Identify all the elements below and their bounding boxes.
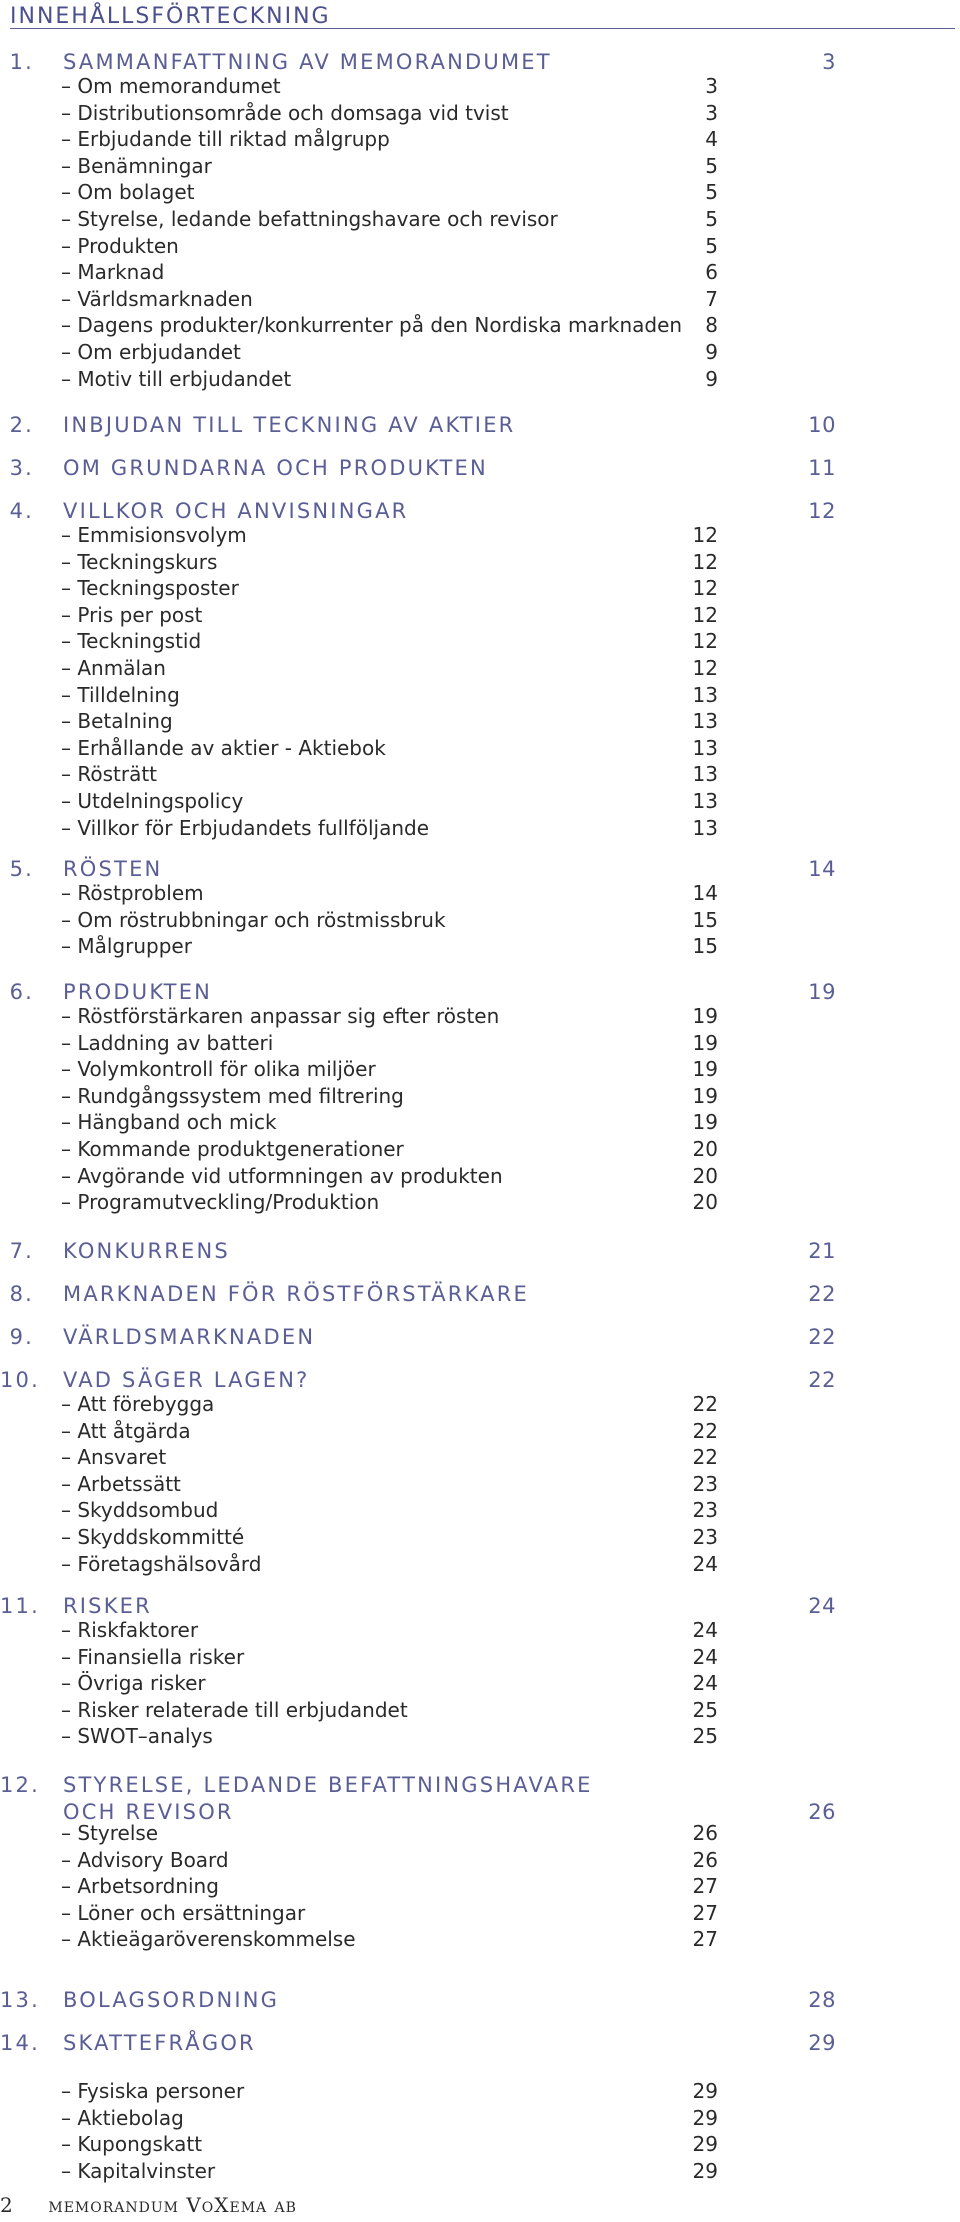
section-page-number: 3 bbox=[822, 50, 836, 74]
toc-item-label: – Kupongskatt bbox=[61, 2132, 203, 2156]
toc-item-label: – Avgörande vid utformningen av produkten bbox=[61, 1164, 503, 1188]
toc-item-label: – Finansiella risker bbox=[61, 1645, 245, 1669]
toc-item-page: 8 bbox=[705, 313, 718, 337]
toc-item-page: 24 bbox=[692, 1645, 718, 1669]
toc-item-page: 23 bbox=[692, 1472, 718, 1496]
section-number: 1. bbox=[9, 50, 34, 74]
toc-item-page: 13 bbox=[692, 762, 718, 786]
toc-item-label: – Världsmarknaden bbox=[61, 287, 253, 311]
toc-item-page: 12 bbox=[692, 576, 718, 600]
toc-item-label: – Arbetssätt bbox=[61, 1472, 181, 1496]
toc-item-page: 22 bbox=[692, 1445, 718, 1469]
toc-item-label: – Volymkontroll för olika miljöer bbox=[61, 1057, 376, 1081]
toc-item-label: – Ansvaret bbox=[61, 1445, 167, 1469]
toc-item-page: 15 bbox=[692, 934, 718, 958]
toc-item-page: 29 bbox=[692, 2079, 718, 2103]
section-title: INBJUDAN TILL TECKNING AV AKTIER bbox=[63, 413, 516, 437]
toc-item-label: – Att förebygga bbox=[61, 1392, 215, 1416]
toc-item-label: – Styrelse, ledande befattningshavare och revisor bbox=[61, 207, 558, 231]
toc-item-page: 25 bbox=[692, 1724, 718, 1748]
section-page-number: 29 bbox=[808, 2031, 836, 2055]
section-page-number: 19 bbox=[808, 980, 836, 1004]
section-page-number: 28 bbox=[808, 1988, 836, 2012]
toc-item-page: 24 bbox=[692, 1552, 718, 1576]
section-title: SAMMANFATTNING AV MEMORANDUMET bbox=[63, 50, 552, 74]
toc-item-page: 13 bbox=[692, 816, 718, 840]
toc-item-label: – Laddning av batteri bbox=[61, 1031, 274, 1055]
toc-item-page: 25 bbox=[692, 1698, 718, 1722]
toc-item-page: 13 bbox=[692, 709, 718, 733]
toc-item-page: 26 bbox=[692, 1821, 718, 1845]
footer-text: memorandum VoXema ab bbox=[48, 2193, 297, 2217]
section-page-number: 24 bbox=[808, 1594, 836, 1618]
toc-item-page: 27 bbox=[692, 1927, 718, 1951]
section-page-number: 10 bbox=[808, 413, 836, 437]
toc-item-label: – Anmälan bbox=[61, 656, 166, 680]
section-title: PRODUKTEN bbox=[63, 980, 213, 1004]
toc-item-page: 12 bbox=[692, 550, 718, 574]
section-number: 9. bbox=[9, 1325, 34, 1349]
toc-item-label: – Utdelningspolicy bbox=[61, 789, 244, 813]
toc-item-label: – Advisory Board bbox=[61, 1848, 229, 1872]
toc-item-label: – Erhållande av aktier - Aktiebok bbox=[61, 736, 386, 760]
toc-item-page: 4 bbox=[705, 127, 718, 151]
section-title: VÄRLDSMARKNADEN bbox=[63, 1325, 316, 1349]
toc-item-page: 7 bbox=[705, 287, 718, 311]
toc-item-page: 27 bbox=[692, 1874, 718, 1898]
toc-item-label: – Kommande produktgenerationer bbox=[61, 1137, 404, 1161]
toc-item-label: – Teckningskurs bbox=[61, 550, 218, 574]
toc-item-page: 19 bbox=[692, 1057, 718, 1081]
section-page-number: 11 bbox=[808, 456, 836, 480]
section-title: VAD SÄGER LAGEN? bbox=[63, 1368, 310, 1392]
toc-item-page: 29 bbox=[692, 2106, 718, 2130]
section-title: MARKNADEN FÖR RÖSTFÖRSTÄRKARE bbox=[63, 1282, 530, 1306]
toc-item-label: – Betalning bbox=[61, 709, 173, 733]
section-page-number: 14 bbox=[808, 857, 836, 881]
toc-item-label: – Företagshälsovård bbox=[61, 1552, 262, 1576]
toc-item-page: 13 bbox=[692, 789, 718, 813]
section-number: 10. bbox=[0, 1368, 40, 1392]
toc-item-label: – SWOT–analys bbox=[61, 1724, 213, 1748]
toc-item-page: 15 bbox=[692, 908, 718, 932]
toc-item-label: – Hängband och mick bbox=[61, 1110, 277, 1134]
toc-item-page: 23 bbox=[692, 1498, 718, 1522]
section-page-number: 22 bbox=[808, 1325, 836, 1349]
section-number: 4. bbox=[9, 499, 34, 523]
toc-item-label: – Målgrupper bbox=[61, 934, 192, 958]
page-title: INNEHÅLLSFÖRTECKNING bbox=[10, 4, 331, 29]
section-title: RISKER bbox=[63, 1594, 152, 1618]
toc-item-label: – Skyddskommitté bbox=[61, 1525, 245, 1549]
toc-item-page: 5 bbox=[705, 180, 718, 204]
toc-item-label: – Pris per post bbox=[61, 603, 203, 627]
toc-item-page: 20 bbox=[692, 1164, 718, 1188]
toc-item-page: 5 bbox=[705, 234, 718, 258]
toc-item-page: 9 bbox=[705, 340, 718, 364]
toc-item-label: – Löner och ersättningar bbox=[61, 1901, 306, 1925]
toc-item-page: 12 bbox=[692, 629, 718, 653]
toc-item-label: – Övriga risker bbox=[61, 1671, 206, 1695]
toc-item-label: – Aktiebolag bbox=[61, 2106, 184, 2130]
toc-item-page: 29 bbox=[692, 2132, 718, 2156]
section-title: OM GRUNDARNA OCH PRODUKTEN bbox=[63, 456, 488, 480]
toc-item-label: – Villkor för Erbjudandets fullföljande bbox=[61, 816, 429, 840]
toc-item-page: 19 bbox=[692, 1004, 718, 1028]
toc-item-page: 12 bbox=[692, 656, 718, 680]
toc-item-label: – Om bolaget bbox=[61, 180, 195, 204]
toc-item-label: – Arbetsordning bbox=[61, 1874, 219, 1898]
section-page-number: 21 bbox=[808, 1239, 836, 1263]
toc-item-page: 29 bbox=[692, 2159, 718, 2183]
toc-item-label: – Att åtgärda bbox=[61, 1419, 191, 1443]
section-number: 13. bbox=[0, 1988, 40, 2012]
toc-item-label: – Distributionsområde och domsaga vid tvist bbox=[61, 101, 509, 125]
section-title: SKATTEFRÅGOR bbox=[63, 2031, 256, 2055]
toc-item-label: – Skyddsombud bbox=[61, 1498, 219, 1522]
section-page-number: 26 bbox=[808, 1800, 836, 1824]
toc-item-label: – Produkten bbox=[61, 234, 179, 258]
toc-item-page: 13 bbox=[692, 736, 718, 760]
footer-page-number: 2 bbox=[0, 2193, 13, 2217]
section-number: 5. bbox=[9, 857, 34, 881]
toc-item-label: – Erbjudande till riktad målgrupp bbox=[61, 127, 390, 151]
section-number: 2. bbox=[9, 413, 34, 437]
toc-item-page: 19 bbox=[692, 1084, 718, 1108]
toc-item-page: 19 bbox=[692, 1031, 718, 1055]
toc-item-page: 5 bbox=[705, 207, 718, 231]
toc-item-page: 24 bbox=[692, 1618, 718, 1642]
toc-item-page: 12 bbox=[692, 523, 718, 547]
toc-item-label: – Om erbjudandet bbox=[61, 340, 241, 364]
toc-item-page: 12 bbox=[692, 603, 718, 627]
toc-item-label: – Marknad bbox=[61, 260, 165, 284]
toc-item-label: – Teckningsposter bbox=[61, 576, 239, 600]
toc-item-page: 9 bbox=[705, 367, 718, 391]
section-title: RÖSTEN bbox=[63, 857, 163, 881]
section-title: STYRELSE, LEDANDE BEFATTNINGSHAVARE bbox=[63, 1773, 593, 1797]
page-footer bbox=[0, 2193, 297, 2217]
toc-item-label: – Tilldelning bbox=[61, 683, 180, 707]
section-number: 6. bbox=[9, 980, 34, 1004]
toc-item-page: 22 bbox=[692, 1392, 718, 1416]
section-number: 11. bbox=[0, 1594, 40, 1618]
section-number: 3. bbox=[9, 456, 34, 480]
toc-item-label: – Om memorandumet bbox=[61, 74, 281, 98]
toc-item-page: 19 bbox=[692, 1110, 718, 1134]
toc-item-label: – Dagens produkter/konkurrenter på den Nordiska marknaden bbox=[61, 313, 683, 337]
toc-item-label: – Styrelse bbox=[61, 1821, 159, 1845]
toc-item-label: – Rundgångssystem med filtrering bbox=[61, 1084, 404, 1108]
toc-item-label: – Benämningar bbox=[61, 154, 212, 178]
toc-item-page: 27 bbox=[692, 1901, 718, 1925]
section-title: VILLKOR OCH ANVISNINGAR bbox=[63, 499, 409, 523]
toc-item-page: 3 bbox=[705, 101, 718, 125]
toc-item-label: – Röstproblem bbox=[61, 881, 204, 905]
toc-item-label: – Risker relaterade till erbjudandet bbox=[61, 1698, 408, 1722]
toc-item-label: – Teckningstid bbox=[61, 629, 202, 653]
toc-item-page: 5 bbox=[705, 154, 718, 178]
toc-item-label: – Fysiska personer bbox=[61, 2079, 245, 2103]
toc-item-page: 13 bbox=[692, 683, 718, 707]
toc-item-page: 23 bbox=[692, 1525, 718, 1549]
toc-item-page: 20 bbox=[692, 1137, 718, 1161]
section-number: 7. bbox=[9, 1239, 34, 1263]
section-page-number: 12 bbox=[808, 499, 836, 523]
toc-item-label: – Rösträtt bbox=[61, 762, 158, 786]
toc-item-page: 6 bbox=[705, 260, 718, 284]
section-title: BOLAGSORDNING bbox=[63, 1988, 280, 2012]
toc-item-label: – Programutveckling/Produktion bbox=[61, 1190, 380, 1214]
section-number: 14. bbox=[0, 2031, 40, 2055]
toc-item-label: – Om röstrubbningar och röstmissbruk bbox=[61, 908, 446, 932]
toc-item-label: – Emmisionsvolym bbox=[61, 523, 247, 547]
toc-item-page: 26 bbox=[692, 1848, 718, 1872]
toc-item-page: 22 bbox=[692, 1419, 718, 1443]
toc-item-page: 14 bbox=[692, 881, 718, 905]
toc-item-page: 3 bbox=[705, 74, 718, 98]
toc-item-page: 24 bbox=[692, 1671, 718, 1695]
section-number: 12. bbox=[0, 1773, 40, 1797]
section-number: 8. bbox=[9, 1282, 34, 1306]
toc-item-label: – Riskfaktorer bbox=[61, 1618, 199, 1642]
section-page-number: 22 bbox=[808, 1368, 836, 1392]
toc-item-label: – Kapitalvinster bbox=[61, 2159, 216, 2183]
section-title-line2: OCH REVISOR bbox=[63, 1800, 234, 1824]
section-title: KONKURRENS bbox=[63, 1239, 230, 1263]
toc-item-label: – Aktieägaröverenskommelse bbox=[61, 1927, 356, 1951]
section-page-number: 22 bbox=[808, 1282, 836, 1306]
toc-item-page: 20 bbox=[692, 1190, 718, 1214]
toc-item-label: – Röstförstärkaren anpassar sig efter rösten bbox=[61, 1004, 500, 1028]
toc-item-label: – Motiv till erbjudandet bbox=[61, 367, 292, 391]
